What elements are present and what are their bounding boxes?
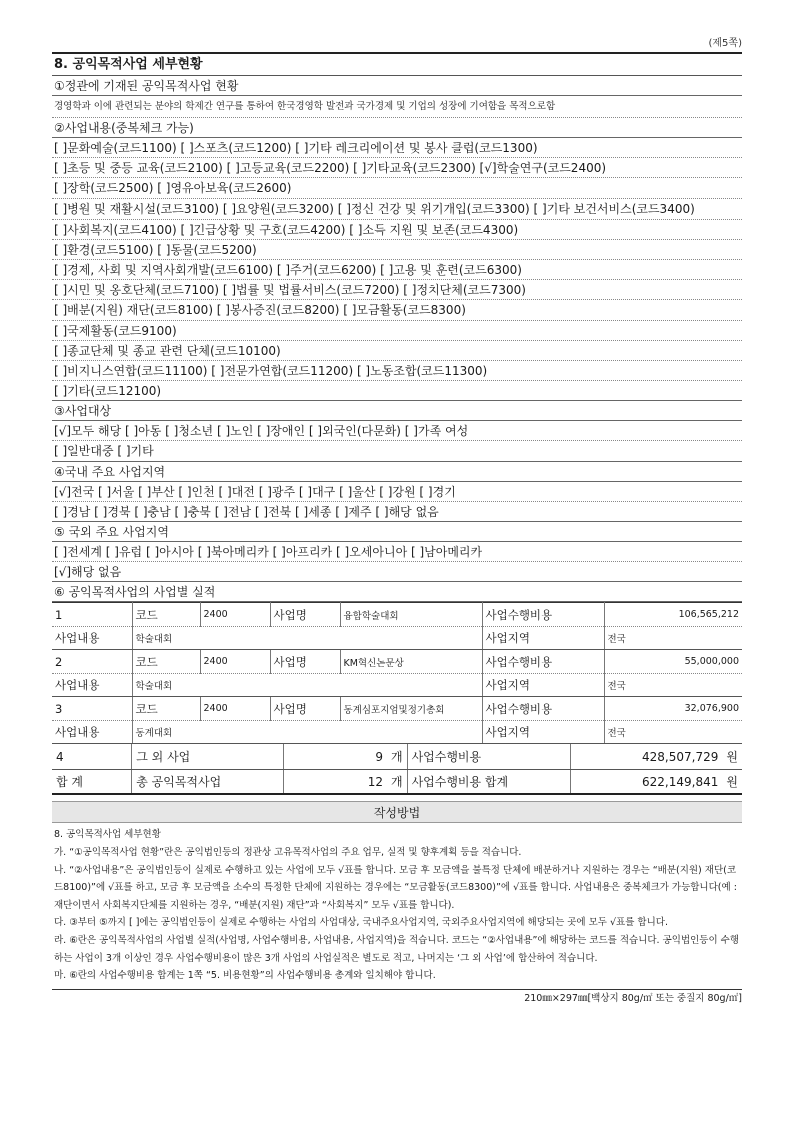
- project-row: [52, 697, 742, 721]
- s2-line-8: [ ]시민 및 옹호단체(코드7100) [ ]법률 및 법률서비스(코드7200) [ ]정치단체(코드7300): [52, 280, 742, 300]
- project-no: 1: [52, 603, 132, 627]
- project-region: 전국: [604, 720, 742, 744]
- code-label: 코드: [132, 650, 200, 674]
- biz-name-label: 사업명: [270, 697, 340, 721]
- others-unit: 개: [387, 744, 407, 769]
- project-cost: 55,000,000: [604, 650, 742, 674]
- method-note: 마. ⑥란의 사업수행비용 합계는 1쪽 “5. 비용현황”의 사업수행비용 총계와 일치해야 합니다.: [54, 970, 436, 982]
- s4-heading: ④국내 주요 사업지역: [52, 462, 742, 482]
- s2-line-12: [ ]비지니스연합(코드11100) [ ]전문가연합(코드11200) [ ]노동조합(코드11300): [52, 361, 742, 381]
- region-label: 사업지역: [482, 626, 604, 650]
- content-label: 사업내용: [52, 673, 132, 697]
- project-no: 2: [52, 650, 132, 674]
- s2-line-3: [ ]장학(코드2500) [ ]영유아보육(코드2600): [52, 178, 742, 198]
- content-label: 사업내용: [52, 626, 132, 650]
- s2-line-10: [ ]국제활동(코드9100): [52, 321, 742, 341]
- project-code: 2400: [200, 603, 270, 627]
- form-page: [52, 36, 742, 1007]
- s2-line-9: [ ]배분(지원) 재단(코드8100) [ ]봉사증진(코드8200) [ ]모금활동(코드8300): [52, 300, 742, 320]
- others-won: 원: [722, 744, 742, 769]
- others-cost-label: 사업수행비용: [407, 744, 571, 769]
- code-label: 코드: [132, 697, 200, 721]
- biz-name-label: 사업명: [270, 603, 340, 627]
- total-cost: 622,149,841: [571, 769, 723, 794]
- s2-line-5: [ ]사회복지(코드4100) [ ]긴급상황 및 구호(코드4200) [ ]소득 지원 및 보존(코드4300): [52, 220, 742, 240]
- region-label: 사업지역: [482, 673, 604, 697]
- project-row-detail: [52, 673, 742, 697]
- project-no: 3: [52, 697, 132, 721]
- s4-line-1: [√]전국 [ ]서울 [ ]부산 [ ]인천 [ ]대전 [ ]광주 [ ]대구 [ ]울산 [ ]강원 [ ]경기: [52, 482, 742, 502]
- method-note: 8. 공익목적사업 세부현황: [54, 829, 161, 841]
- total-row: [52, 769, 742, 794]
- s2-heading: ②사업내용(중복체크 가능): [52, 118, 742, 138]
- method-note: 나. “②사업내용”은 공익법인등이 실제로 수행하고 있는 사업에 모두 √표를 합니다. 모금 후 모금액을 불특정 단체에 배분하거나 지원하는 경우는 “배분(지원) 재단(코드8100)”에 √표를 하고, 모금 후 모금액을 소수의 특정한 단체에 지원하는 경우에는 “모금활동(코드8300)”에 √표를 합니다. 사업내용은 중복체크가 가능합니다(예 : 재단이면서 사회복지단체를 지원하는 경우, “배분(지원) 재단”과 “사회복지” 모두 √표를 합니다).: [54, 864, 737, 911]
- page-number: (제5쪽): [708, 38, 742, 49]
- method-notes: [52, 823, 742, 984]
- project-code: 2400: [200, 650, 270, 674]
- s3-line-1: [√]모두 해당 [ ]아동 [ ]청소년 [ ]노인 [ ]장애인 [ ]외국인(다문화) [ ]가족 여성: [52, 421, 742, 441]
- s3-heading: ③사업대상: [52, 401, 742, 421]
- method-title: 작성방법: [52, 801, 742, 823]
- content-label: 사업내용: [52, 720, 132, 744]
- method-note: 가. “①공익목적사업 현황”란은 공익법인등의 정관상 고유목적사업의 주요 업무, 실적 및 향후계획 등을 적습니다.: [54, 846, 522, 858]
- s4-line-2: [ ]경남 [ ]경북 [ ]충남 [ ]충북 [ ]전남 [ ]전북 [ ]세종 [ ]제주 [ ]해당 없음: [52, 502, 742, 522]
- project-name: KM혁신논문상: [340, 650, 482, 674]
- s2-line-6: [ ]환경(코드5100) [ ]동물(코드5200): [52, 240, 742, 260]
- total-won: 원: [722, 769, 742, 794]
- others-count: 9: [283, 744, 387, 769]
- section-title: 8. 공익목적사업 세부현황: [52, 52, 742, 76]
- project-code: 2400: [200, 697, 270, 721]
- s1-heading: ①정관에 기재된 공익목적사업 현황: [52, 76, 742, 96]
- cost-label: 사업수행비용: [482, 650, 604, 674]
- project-row-detail: [52, 626, 742, 650]
- s6-heading: ⑥ 공익목적사업의 사업별 실적: [52, 582, 742, 602]
- s5-line-1: [ ]전세계 [ ]유럽 [ ]아시아 [ ]북아메리카 [ ]아프리카 [ ]오세아니아 [ ]남아메리카: [52, 542, 742, 562]
- s2-line-2: [ ]초등 및 중등 교육(코드2100) [ ]고등교육(코드2200) [ ]기타교육(코드2300) [√]학술연구(코드2400): [52, 158, 742, 178]
- project-name: 융합학술대회: [340, 603, 482, 627]
- method-note: 다. ③부터 ⑤까지 [ ]에는 공익법인등이 실제로 수행하는 사업의 사업대상, 국내주요사업지역, 국외주요사업지역에 해당되는 곳에 모두 √표를 합니다.: [54, 917, 668, 929]
- s1-text: 경영학과 이에 관련되는 분야의 학제간 연구를 통하여 한국경영학 발전과 국가경제 및 기업의 성장에 기여함을 목적으로함: [52, 96, 742, 118]
- total-count: 12: [283, 769, 387, 794]
- s3-line-2: [ ]일반대중 [ ]기타: [52, 441, 742, 461]
- cost-label: 사업수행비용: [482, 603, 604, 627]
- project-cost: 106,565,212: [604, 603, 742, 627]
- paper-spec-footer: 210㎜×297㎜[백상지 80g/㎡ 또는 중질지 80g/㎡]: [52, 989, 742, 1007]
- s5-heading: ⑤ 국외 주요 사업지역: [52, 522, 742, 542]
- total-unit: 개: [387, 769, 407, 794]
- project-cost: 32,076,900: [604, 697, 742, 721]
- code-label: 코드: [132, 603, 200, 627]
- totals-table: [52, 744, 742, 795]
- total-cost-label: 사업수행비용 합계: [407, 769, 571, 794]
- project-row: [52, 650, 742, 674]
- cost-label: 사업수행비용: [482, 697, 604, 721]
- s2-line-11: [ ]종교단체 및 종교 관련 단체(코드10100): [52, 341, 742, 361]
- project-content: 학술대회: [132, 626, 482, 650]
- s5-line-2: [√]해당 없음: [52, 562, 742, 582]
- project-row: [52, 603, 742, 627]
- region-label: 사업지역: [482, 720, 604, 744]
- s2-line-7: [ ]경제, 사회 및 지역사회개발(코드6100) [ ]주거(코드6200) [ ]고용 및 훈련(코드6300): [52, 260, 742, 280]
- total-label: 합 계: [52, 769, 132, 794]
- s2-line-4: [ ]병원 및 재활시설(코드3100) [ ]요양원(코드3200) [ ]정신 건강 및 위기개입(코드3300) [ ]기타 보건서비스(코드3400): [52, 199, 742, 220]
- project-content: 학술대회: [132, 673, 482, 697]
- others-cost: 428,507,729: [571, 744, 723, 769]
- s2-line-1: [ ]문화예술(코드1100) [ ]스포츠(코드1200) [ ]기타 레크리에이션 및 봉사 클럽(코드1300): [52, 138, 742, 158]
- others-row: [52, 744, 742, 769]
- project-region: 전국: [604, 673, 742, 697]
- others-label: 그 외 사업: [132, 744, 284, 769]
- s2-line-13: [ ]기타(코드12100): [52, 381, 742, 401]
- project-region: 전국: [604, 626, 742, 650]
- project-name: 동계심포지엄및정기총회: [340, 697, 482, 721]
- project-content: 동계대회: [132, 720, 482, 744]
- total-name: 총 공익목적사업: [132, 769, 284, 794]
- biz-name-label: 사업명: [270, 650, 340, 674]
- method-note: 라. ⑥란은 공익목적사업의 사업별 실적(사업명, 사업수행비용, 사업내용, 사업지역)을 적습니다. 코드는 “②사업내용”에 해당하는 코드를 적습니다. 공익법인등이 수행하는 사업이 3개 이상인 경우 사업수행비용이 많은 3개 사업의 사업실적은 별도로 적고, 나머지는 ‘그 외 사업’에 합산하여 적습니다.: [54, 934, 740, 964]
- project-row-detail: [52, 720, 742, 744]
- project-table: [52, 602, 742, 744]
- others-no: 4: [52, 744, 132, 769]
